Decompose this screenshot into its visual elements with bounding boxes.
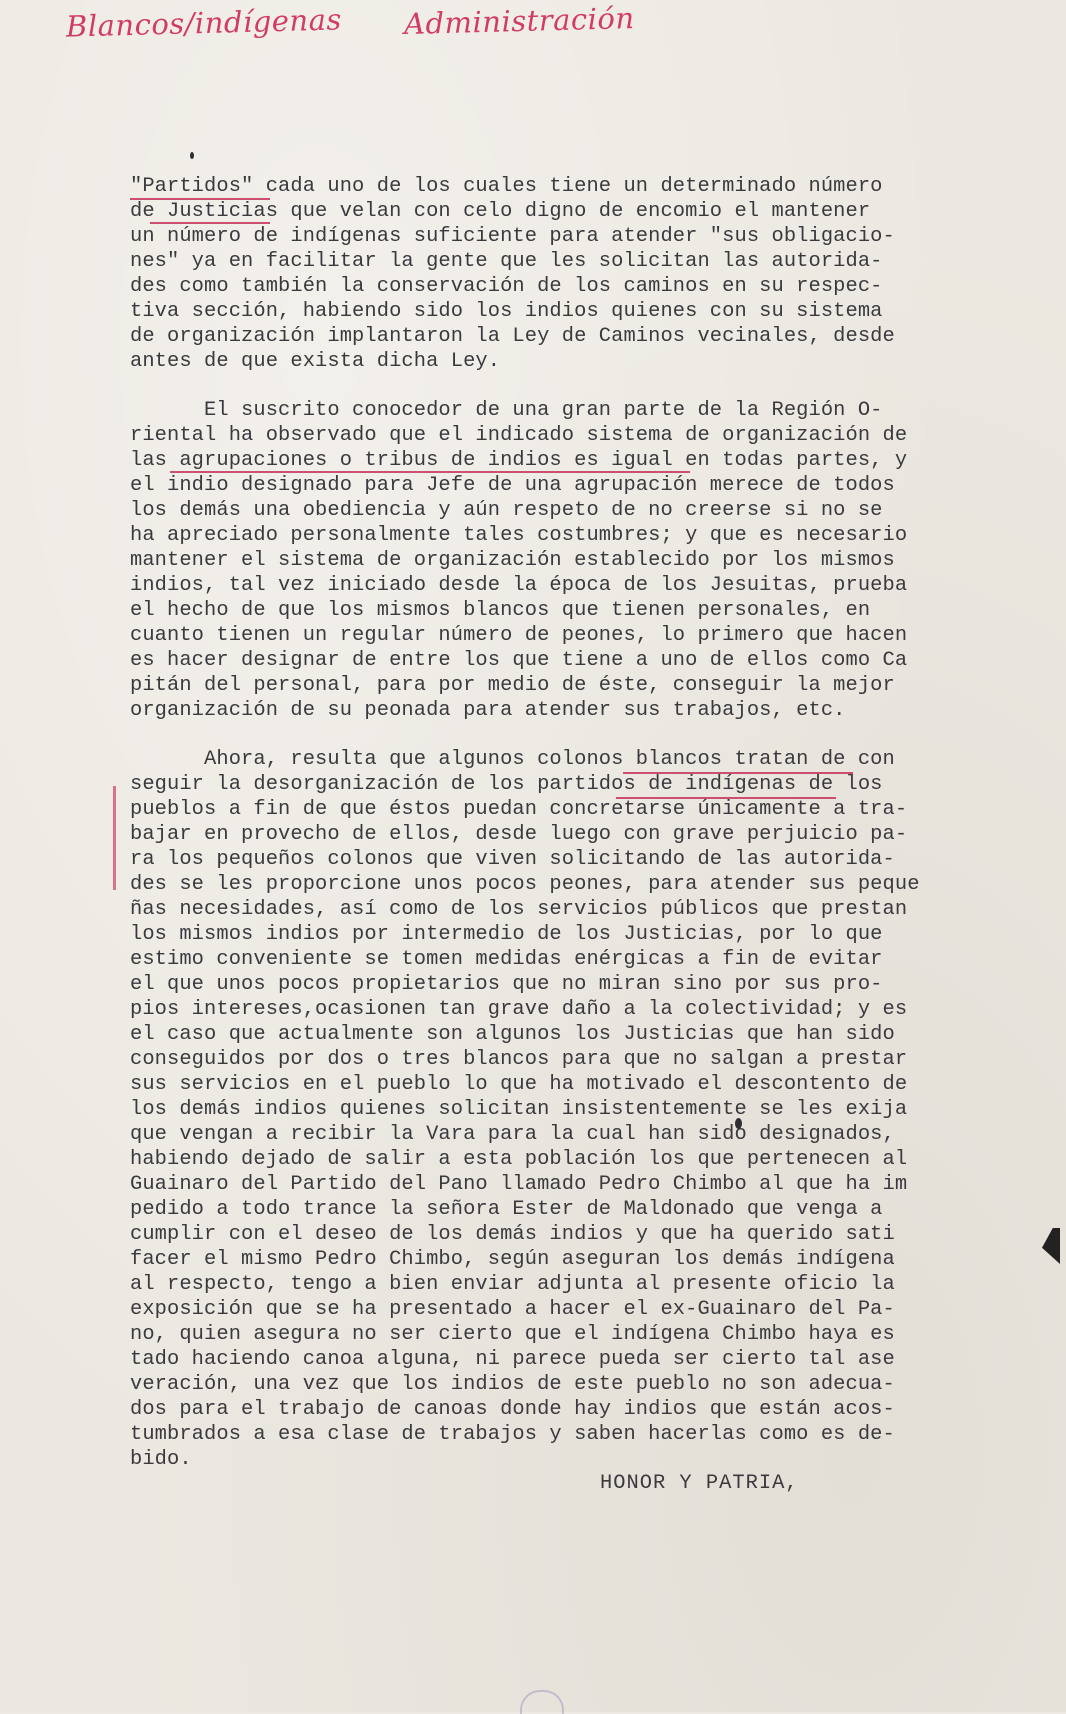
text-line: Ahora, resulta que algunos colonos blancos tratan de con (130, 748, 895, 771)
text-line: ra los pequeños colonos que viven solicitando de las autorida- (130, 848, 895, 871)
text-line: el que unos pocos propietarios que no miran sino por sus pro- (130, 973, 883, 996)
text-line: el hecho de que los mismos blancos que tienen personales, en (130, 599, 871, 622)
text-line: riental ha observado que el indicado sistema de organización de (130, 424, 908, 447)
text-line: des como también la conservación de los caminos en su respec- (130, 275, 883, 298)
text-line: Guainaro del Partido del Pano llamado Pedro Chimbo al que ha im (130, 1173, 908, 1196)
partial-stamp (520, 1690, 564, 1714)
text-line: veración, una vez que los indios de este pueblo no son adecua- (130, 1373, 895, 1396)
text-line: nes" ya en facilitar la gente que les solicitan las autorida- (130, 250, 883, 273)
text-line: ha apreciado personalmente tales costumbres; y que es necesario (130, 524, 908, 547)
text-line: habiendo dejado de salir a esta población los que pertenecen al (130, 1148, 908, 1171)
text-line: que vengan a recibir la Vara para la cual han sido designados, (130, 1123, 895, 1146)
text-line: de Justicias que velan con celo digno de encomio el mantener (130, 200, 871, 223)
text-line: los mismos indios por intermedio de los Justicias, por lo que (130, 923, 883, 946)
paragraph (130, 747, 1055, 1472)
text-line: El suscrito conocedor de una gran parte de la Región O- (130, 399, 883, 422)
text-line: cumplir con el deseo de los demás indios y que ha querido sati (130, 1223, 895, 1246)
text-line: tumbrados a esa clase de trabajos y saben hacerlas como es de- (130, 1423, 895, 1446)
text-line: facer el mismo Pedro Chimbo, según aseguran los demás indígena (130, 1248, 895, 1271)
text-line: el indio designado para Jefe de una agrupación merece de todos (130, 474, 895, 497)
text-line: conseguidos por dos o tres blancos para que no salgan a prestar (130, 1048, 908, 1071)
text-line: ñas necesidades, así como de los servicios públicos que prestan (130, 898, 908, 921)
text-line: sus servicios en el pueblo lo que ha motivado el descontento de (130, 1073, 908, 1096)
text-line: "Partidos" cada uno de los cuales tiene un determinado número (130, 175, 883, 198)
text-line: de organización implantaron la Ley de Caminos vecinales, desde (130, 325, 895, 348)
text-line: pedido a todo trance la señora Ester de Maldonado que venga a (130, 1198, 883, 1221)
text-line: el caso que actualmente son algunos los Justicias que han sido (130, 1023, 895, 1046)
text-line: no, quien asegura no ser cierto que el indígena Chimbo haya es (130, 1323, 895, 1346)
text-line: las agrupaciones o tribus de indios es igual en todas partes, y (130, 449, 908, 472)
letter-body (130, 174, 1055, 1472)
text-line: es hacer designar de entre los que tiene a uno de ellos como Ca (130, 649, 908, 672)
text-line: cuanto tienen un regular número de peones, lo primero que hacen (130, 624, 908, 647)
handwritten-annotation-left: Blancos/indígenas (65, 2, 343, 44)
text-line: pitán del personal, para por medio de éste, conseguir la mejor (130, 674, 895, 697)
text-line: los demás una obediencia y aún respeto de no creerse si no se (130, 499, 883, 522)
text-line: exposición que se ha presentado a hacer el ex-Guainaro del Pa- (130, 1298, 895, 1321)
text-line: organización de su peonada para atender sus trabajos, etc. (130, 699, 846, 722)
text-line: mantener el sistema de organización establecido por los mismos (130, 549, 895, 572)
closing-salutation: HONOR Y PATRIA, (600, 1472, 799, 1495)
handwritten-annotation-right: Administración (403, 0, 635, 42)
text-line: antes de que exista dicha Ley. (130, 350, 501, 373)
text-line: pios intereses,ocasionen tan grave daño a la colectividad; y es (130, 998, 908, 1021)
text-line: bajar en provecho de ellos, desde luego con grave perjuicio pa- (130, 823, 908, 846)
text-line: seguir la desorganización de los partidos de indígenas de los (130, 773, 883, 796)
text-line: bido. (130, 1448, 192, 1471)
text-line: los demás indios quienes solicitan insistentemente se les exija (130, 1098, 908, 1121)
text-line: al respecto, tengo a bien enviar adjunta al presente oficio la (130, 1273, 895, 1296)
paragraph (130, 398, 1055, 723)
text-line: dos para el trabajo de canoas donde hay indios que están acos- (130, 1398, 895, 1421)
ink-dot (190, 152, 194, 159)
text-line: un número de indígenas suficiente para atender "sus obligacio- (130, 225, 895, 248)
red-margin-mark (113, 786, 116, 890)
text-line: des se les proporcione unos pocos peones, para atender sus peque (130, 873, 920, 896)
text-line: pueblos a fin de que éstos puedan concretarse únicamente a tra- (130, 798, 908, 821)
text-line: estimo conveniente se tomen medidas enérgicas a fin de evitar (130, 948, 883, 971)
paragraph (130, 174, 1055, 374)
text-line: tado haciendo canoa alguna, ni parece pueda ser cierto tal ase (130, 1348, 895, 1371)
text-line: indios, tal vez iniciado desde la época de los Jesuitas, prueba (130, 574, 908, 597)
text-line: tiva sección, habiendo sido los indios quienes con su sistema (130, 300, 883, 323)
